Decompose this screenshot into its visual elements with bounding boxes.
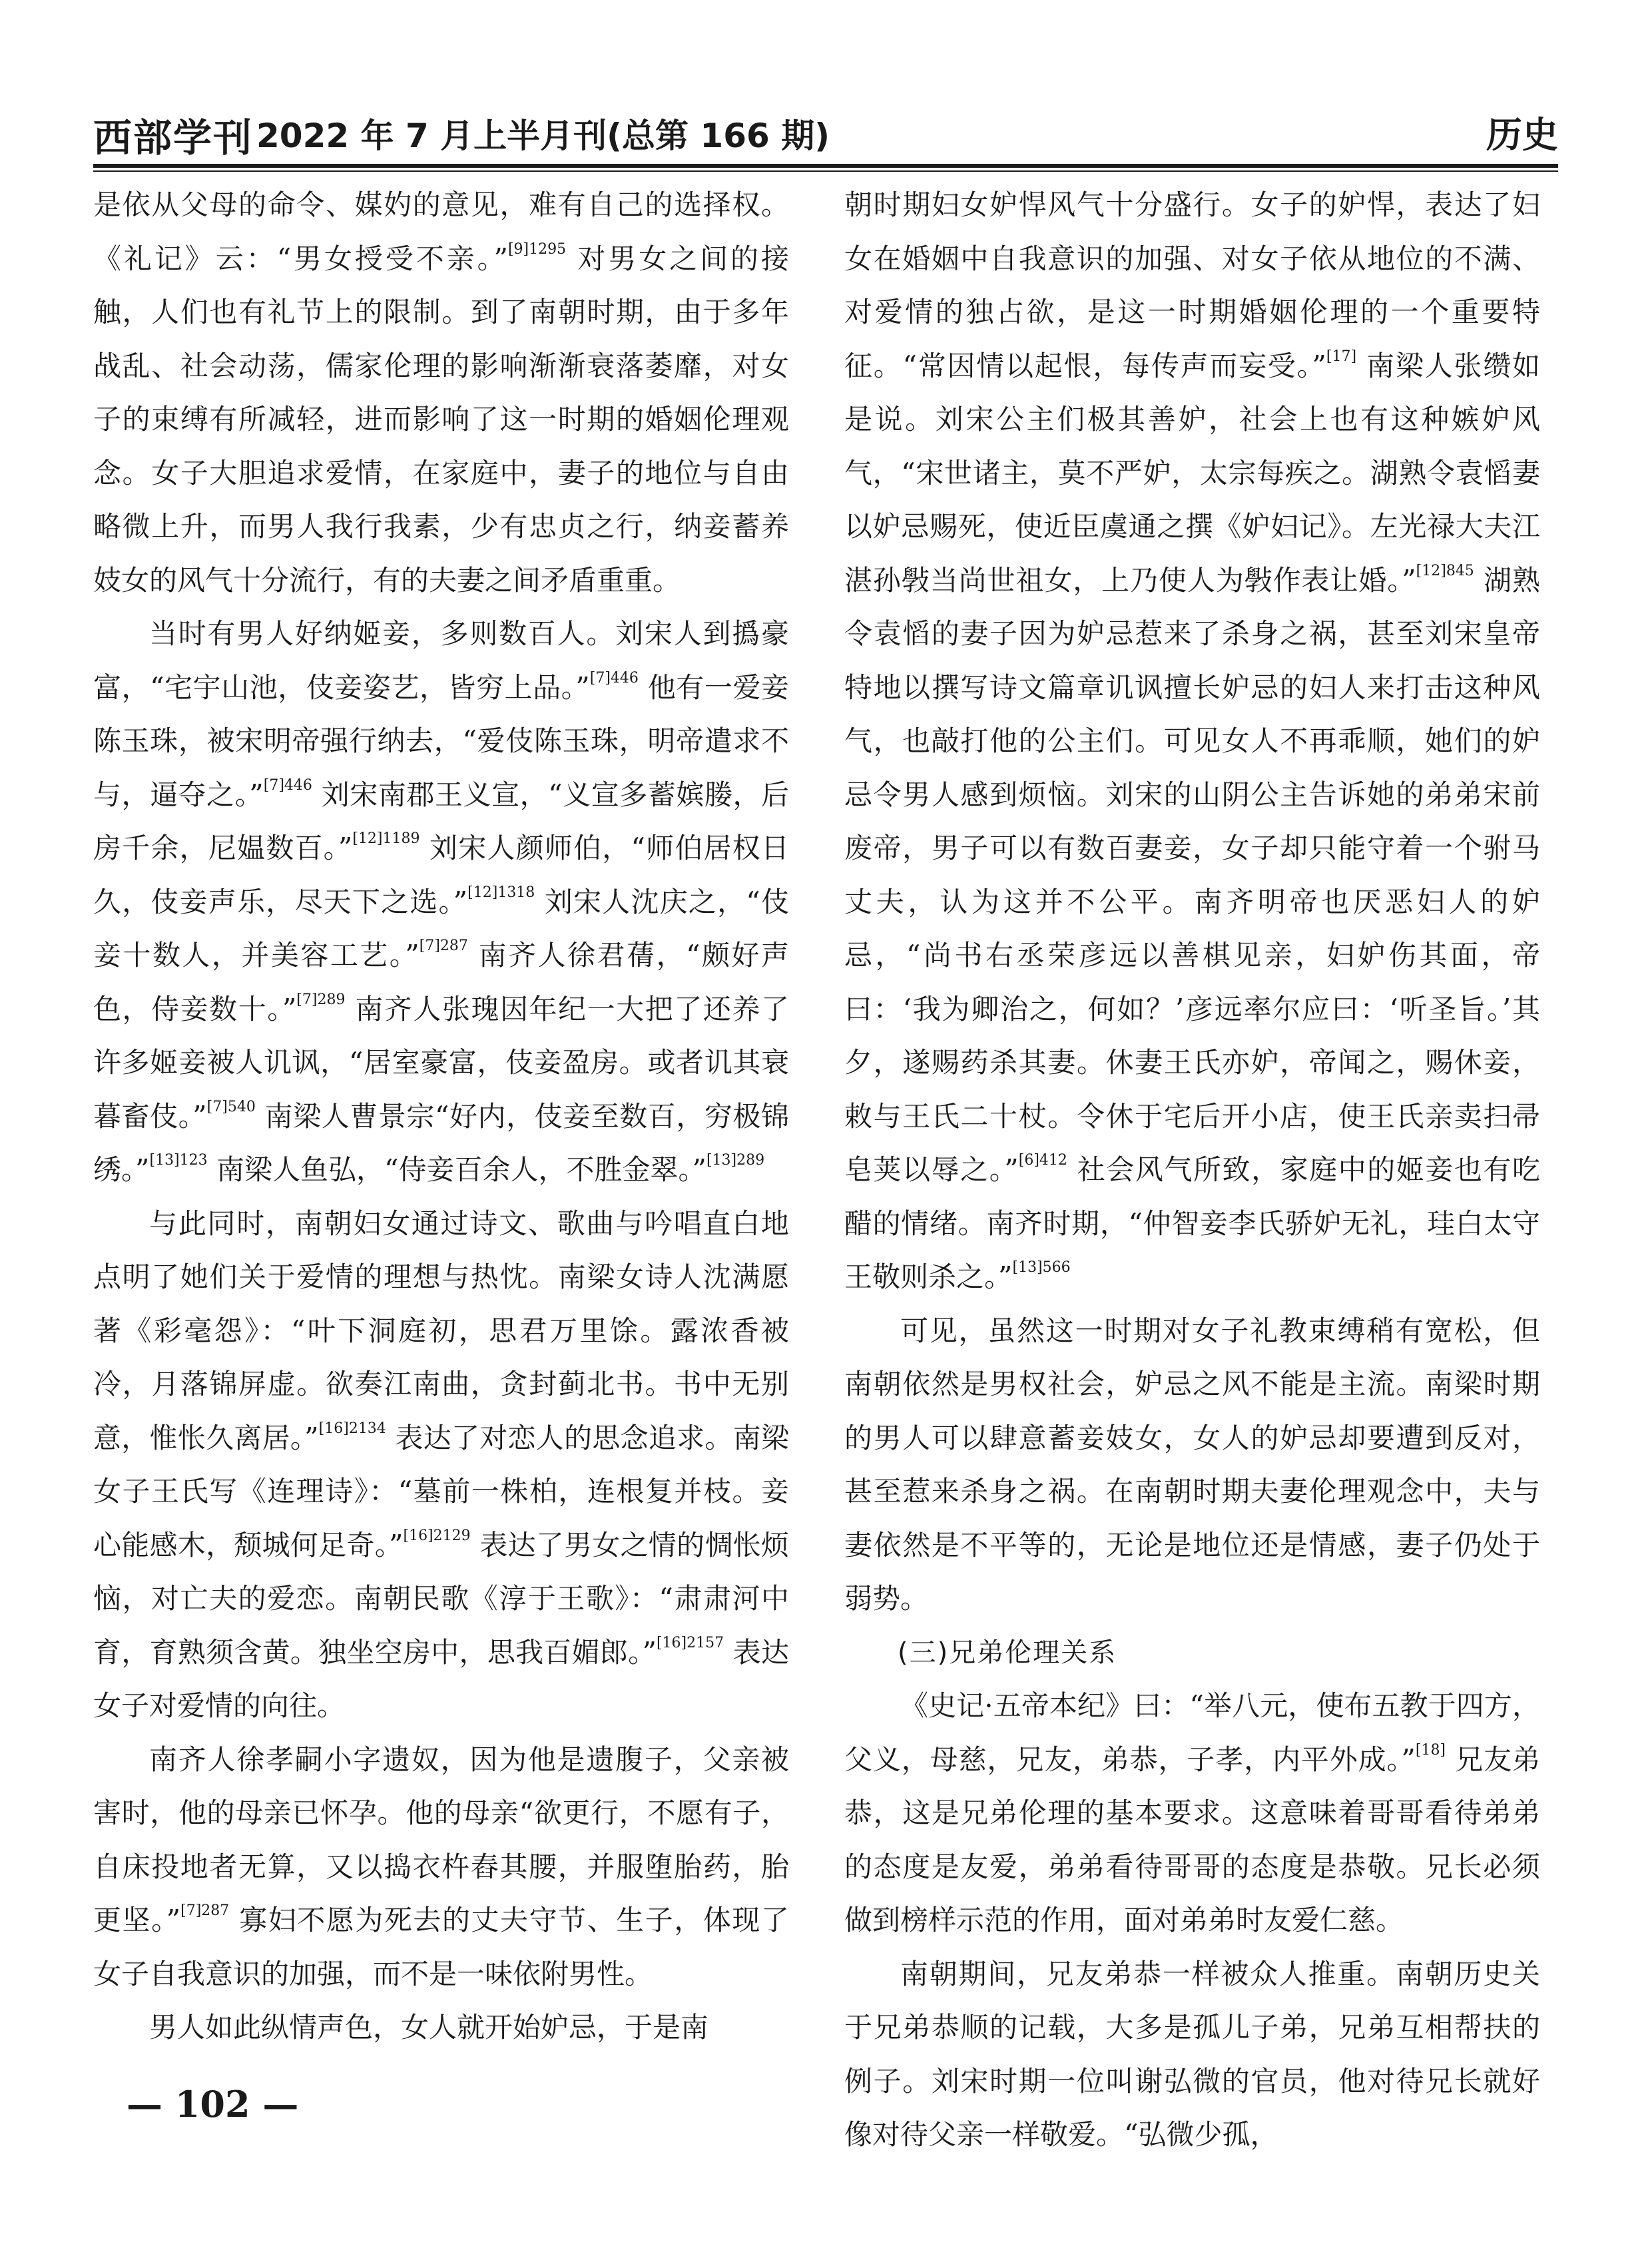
paragraph-text: 可见，虽然这一时期对女子礼教束缚稍有宽松，但南朝依然是男权社会，妒忌之风不能是主流。南梁时期的男人可以肆意蓄妾妓女，女人的妒忌却要遭到反对，甚至惹来杀身之祸。在南朝时期夫妻伦理观念中，夫与妻依然是不平等的，无论是地位还是情感，妻子仍处于弱势。 (844, 1314, 1540, 1615)
paragraph (93, 178, 789, 607)
citation-ref: [13]566 (1012, 1259, 1071, 1276)
paragraph (844, 1948, 1540, 2162)
page-number: — 102 — (127, 2083, 299, 2125)
section-heading: (三)兄弟伦理关系 (898, 1637, 1117, 1668)
header-rule-thick (93, 164, 1558, 168)
paragraph-text: 寡妇不愿为死去的丈夫守节、生子，体现了女子自我意识的加强，而不是一味依附男性。 (93, 1904, 789, 1990)
citation-ref: [18] (1415, 1741, 1446, 1759)
citation-ref: [7]289 (296, 991, 346, 1008)
citation-ref: [12]1189 (352, 830, 420, 847)
citation-ref: [9]1295 (507, 240, 567, 258)
paragraph-text: 表达了对恋人的思念追求。南梁女子王氏写《连理诗》：“墓前一株柏，连根复并枝。妾心能感木，颓城何足奇。” (93, 1421, 789, 1561)
citation-ref: [7]287 (419, 938, 468, 954)
citation-ref: [16]2157 (656, 1634, 724, 1651)
citation-ref: [17] (1326, 348, 1357, 365)
paragraph-text: 表达了男女之情的惆怅烦恼，对亡夫的爱恋。南朝民歌《淳于王歌》：“肃肃河中育，育熟须含黄。独坐空房中，思我百媚郎。” (93, 1528, 789, 1669)
paragraph-text: 湖熟令袁慆的妻子因为妒忌惹来了杀身之祸，甚至刘宋皇帝特地以撰写诗文篇章讥讽擅长妒忌的妇人来打击这种风气，也敲打他的公主们。可见女人不再乖顺，她们的妒忌令男人感到烦恼。刘宋的山阴公主告诉她的弟弟宋前废帝，男子可以有数百妻妾，女子却只能守着一个驸马丈夫，认为这并不公平。南齐明帝也厌恶妇人的妒忌，“尚书右丞荣彦远以善棋见亲，妇妒伤其面，帝曰：‘我为卿治之，何如？’彦远率尔应曰：‘听圣旨。’其夕，遂赐药杀其妻。休妻王氏亦妒，帝闻之，赐休妾，敕与王氏二十杖。令休于宅后开小店，使王氏亲卖扫帚皂荚以辱之。” (844, 563, 1540, 1186)
paragraph-text: 男人如此纵情声色，女人就开始妒忌，于是南 (149, 2011, 709, 2044)
paragraph-text: 南梁人曹景宗“好内，伎妾至数百，穷极锦绣。” (93, 1099, 789, 1186)
paragraph-text: 南梁人鱼弘，“侍妾百余人，不胜金翠。” (207, 1153, 706, 1186)
citation-ref: [7]446 (263, 776, 312, 794)
paragraph (844, 178, 1540, 1304)
paragraph-text: 南齐人张瑰因年纪一大把了还养了许多姬妾被人讥讽，“居室豪富，伎妾盈房。或者讥其衰暮畜伎。” (93, 992, 789, 1133)
paragraph-text: 朝时期妇女妒悍风气十分盛行。女子的妒悍，表达了妇女在婚姻中自我意识的加强、对女子依从地位的不满、对爱情的独占欲，是这一时期婚姻伦理的一个重要特征。“常因情以起恨，每传声而妄受。” (844, 188, 1540, 382)
citation-ref: [6]412 (1018, 1152, 1067, 1169)
paragraph-text: 对男女之间的接触，人们也有礼节上的限制。到了南朝时期，由于多年战乱、社会动荡，儒家伦理的影响渐渐衰落萎靡，对女子的束缚有所减轻，进而影响了这一时期的婚姻伦理观念。女子大胆追求爱情，在家庭中，妻子的地位与自由略微上升，而男人我行我素，少有忠贞之行，纳妾蓄养妓女的风气十分流行，有的夫妻之间矛盾重重。 (93, 242, 789, 597)
paragraph-text: 兄友弟恭，这是兄弟伦理的基本要求。这意味着哥哥看待弟弟的态度是友爱，弟弟看待哥哥的态度是恭敬。兄长必须做到榜样示范的作用，面对弟弟时友爱仁慈。 (844, 1743, 1540, 1936)
paragraph-text: 刘宋人沈庆之，“伎妾十数人，并美容工艺。” (93, 885, 789, 972)
paragraph-text: 南齐人徐孝嗣小字遗奴，因为他是遗腹子，父亲被害时，他的母亲已怀孕。他的母亲“欲更行，不愿有子，自床投地者无算，又以捣衣杵舂其腰，并服堕胎药，胎更坚。” (93, 1743, 789, 1936)
right-column (844, 178, 1540, 2151)
citation-ref: [7]446 (589, 669, 639, 687)
paragraph (93, 607, 789, 1197)
section-title: 历史 (1486, 114, 1558, 156)
issue-info: 2022 年 7 月上半月刊(总第 166 期) (256, 117, 830, 155)
paragraph-text: 南梁人张缵如是说。刘宋公主们极其善妒，社会上也有这种嫉妒风气，“宋世诸主，莫不严妒，太宗每疾之。湖熟令袁慆妻以妒忌赐死，使近臣虞通之撰《妒妇记》。左光禄大夫江湛孙斅当尚世祖女，上乃使人为斅作表让婚。” (844, 349, 1540, 597)
paragraph (844, 1679, 1540, 1948)
journal-logo: 西部学刊 (93, 115, 254, 160)
paragraph-text: 他有一爱妾陈玉珠，被宋明帝强行纳去，“爱伎陈玉珠，明帝遣求不与，逼夺之。” (93, 671, 789, 811)
citation-ref: [12]1318 (467, 884, 535, 901)
paragraph-text: 刘宋南郡王义宣，“义宣多蓄嫔媵，后房千余，尼媪数百。” (93, 778, 789, 864)
paragraph-text: 当时有男人好纳姬妾，多则数百人。刘宋人到撝豪富，“宅宇山池，伎妾姿艺，皆穷上品。” (93, 617, 789, 704)
citation-ref: [12]845 (1416, 562, 1474, 579)
citation-ref: [13]289 (706, 1152, 765, 1169)
citation-ref: [7]287 (180, 1902, 230, 1919)
citation-ref: [16]2129 (403, 1527, 471, 1544)
paragraph-text: 与此同时，南朝妇女通过诗文、歌曲与吟唱直白地点明了她们关于爱情的理想与热忱。南梁女诗人沈满愿著《彩毫怨》：“叶下洞庭初，思君万里馀。露浓香被冷，月落锦屏虚。欲奏江南曲，贪封蓟北书。书中无别意，惟怅久离居。” (93, 1207, 789, 1454)
paragraph (93, 1197, 789, 1733)
paragraph-text: 刘宋人颜师伯，“师伯居权日久，伎妾声乐，尽天下之选。” (93, 832, 789, 918)
paragraph-text: 《史记·五帝本纪》曰：“举八元，使布五教于四方，父义，母慈，兄友，弟恭，子孝，内平外成。” (844, 1689, 1540, 1776)
paragraph-text: 表达女子对爱情的向往。 (93, 1635, 789, 1722)
paragraph (844, 1304, 1540, 1626)
paragraph (93, 2001, 789, 2055)
citation-ref: [13]123 (149, 1152, 208, 1169)
left-column (93, 178, 789, 2044)
paragraph-text: 社会风气所致，家庭中的姬妾也有吃醋的情绪。南齐时期，“仲智妾李氏骄妒无礼，珪白太守王敬则杀之。” (844, 1153, 1540, 1293)
paragraph-text: 是依从父母的命令、媒妁的意见，难有自己的选择权。《礼记》云：“男女授受不亲。” (93, 188, 789, 275)
paragraph-text: 南齐人徐君蒨，“颇好声色，侍妾数十。” (93, 939, 789, 1025)
paragraph (93, 1733, 789, 2002)
citation-ref: [7]540 (206, 1098, 256, 1115)
header-rule-thin (93, 170, 1558, 172)
paragraph-text: 南朝期间，兄友弟恭一样被众人推重。南朝历史关于兄弟恭顺的记载，大多是孤儿子弟，兄弟互相帮扶的例子。刘宋时期一位叫谢弘微的官员，他对待兄长就好像对待父亲一样敬爱。“弘微少孤， (844, 1957, 1540, 2151)
citation-ref: [16]2134 (318, 1420, 386, 1437)
page-header (93, 107, 1558, 160)
